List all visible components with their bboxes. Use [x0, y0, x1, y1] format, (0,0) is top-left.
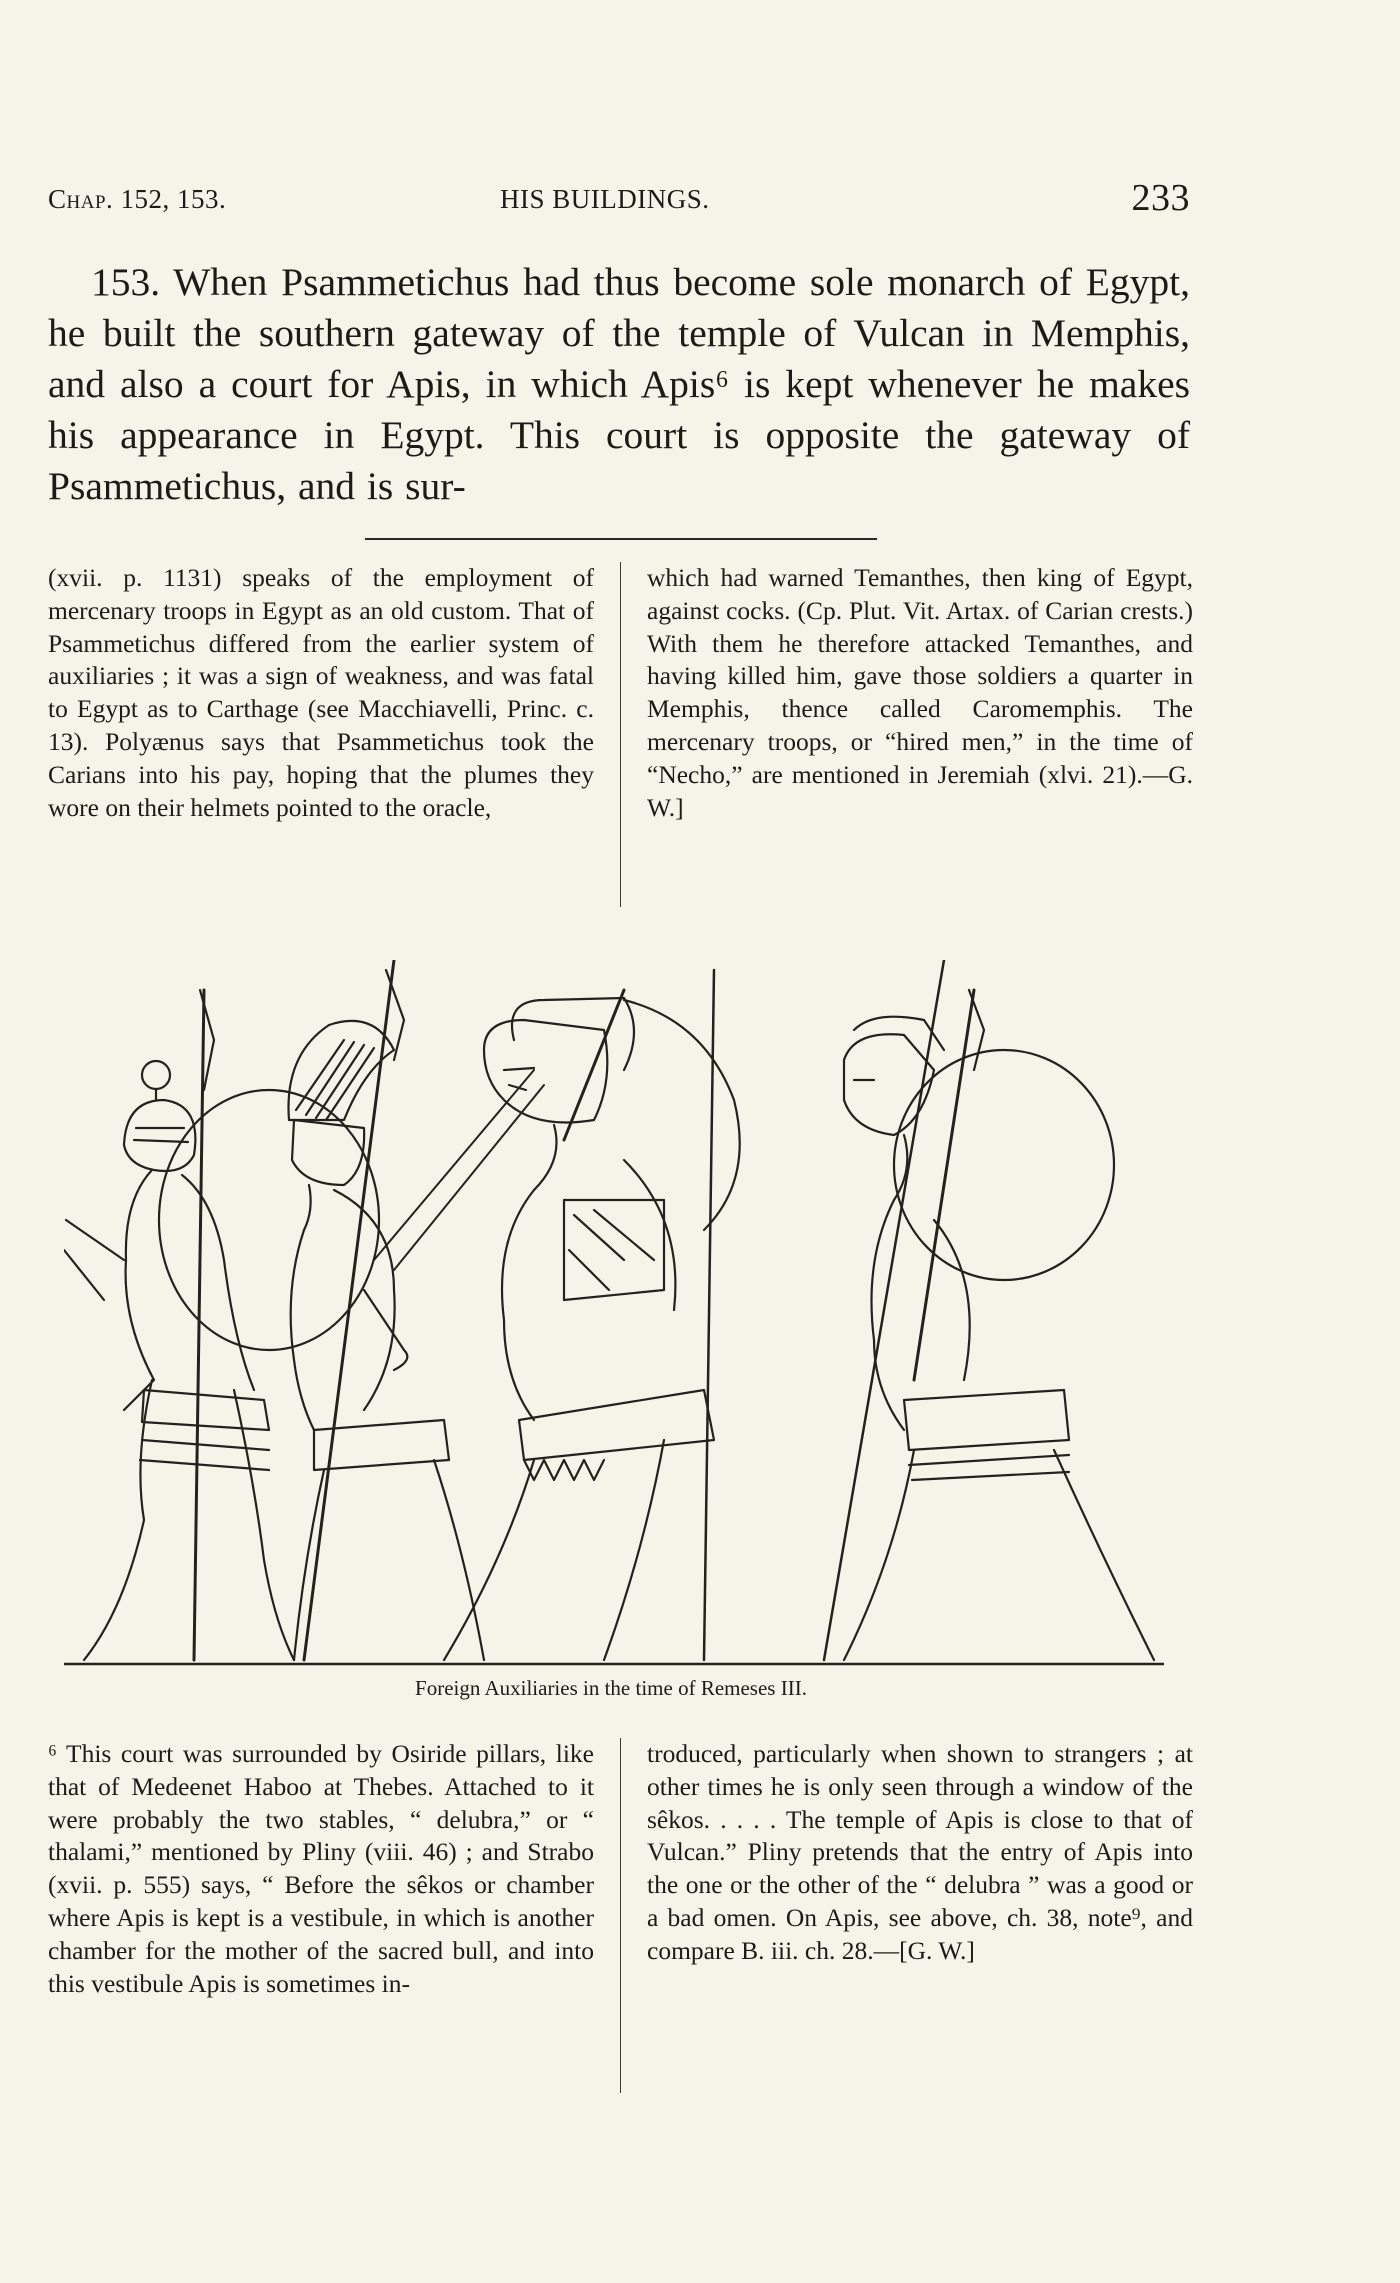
soldiers-engraving: [64, 960, 1164, 1670]
running-title: HIS BUILDINGS.: [500, 184, 710, 214]
column-divider: [620, 562, 621, 907]
soldier-4: [844, 990, 1154, 1660]
footnotes-bottom: [48, 1738, 1193, 2118]
main-text-block: [48, 257, 1190, 512]
footnote-top-right-column: which had warned Temanthes, then king of Egypt, against cocks. (Cp. Plut. Vit. Artax. of Carian crests.) With them he therefore attacked Temanthes, and having killed him, gave those soldiers a quarter in Memphis, thence called Caromemphis. The mercenary troops, or “hired men,” in the time of “Necho,” are mentioned in Jeremiah (xlvi. 21).—G. W.]: [647, 563, 1193, 822]
figure-caption: Foreign Auxiliaries in the time of Remeses III.: [415, 1676, 807, 1700]
footnote-6-right-column: troduced, particularly when shown to strangers ; at other times he is only seen through a window of the sêkos. . . . . The temple of Apis is close to that of Vulcan.” Pliny pretends that the entry of Apis into the one or the other of the “ delubra ” was a good or a bad omen. On Apis, see above, ch. 38, note⁹, and compare B. iii. ch. 28.—[G. W.]: [647, 1739, 1193, 1965]
paragraph-153: 153. When Psammetichus had thus become sole monarch of Egypt, he built the southern gateway of the temple of Vulcan in Memphis, and also a court for Apis, in which Apis⁶ is kept whenever he makes his appearance in Egypt. This court is opposite the gateway of Psammetichus, and is sur-: [48, 260, 1190, 508]
footnotes-top: [48, 562, 1193, 932]
round-shield-2: [894, 1050, 1114, 1280]
illustration-foreign-auxiliaries: [64, 960, 1164, 1670]
footnote-top-left-column: (xvii. p. 1131) speaks of the employment of mercenary troops in Egypt as an old custom. That of Psammetichus differed from the earlier system of auxiliaries ; it was a sign of weakness, and was fatal to Egypt as to Carthage (see Macchiavelli, Princ. c. 13). Polyænus says that Psammetichus took the Carians into his pay, hoping that the plumes they wore on their helmets pointed to the oracle,: [48, 563, 594, 822]
spear-2: [704, 970, 714, 1660]
chapter-reference: Chap. 152, 153.: [48, 184, 227, 214]
footnote-separator-rule: [365, 538, 877, 540]
round-shield-1: [159, 1090, 379, 1350]
soldier-3: [374, 990, 740, 1660]
page-number: 233: [1131, 177, 1190, 219]
soldier-2: [289, 960, 485, 1660]
column-divider: [620, 1738, 621, 2093]
footnote-6-left-column: ⁶ This court was surrounded by Osiride pillars, like that of Medeenet Haboo at Thebes. Attached to it were probably the two stables, “ delubra,” or “ thalami,” mentioned by Pliny (viii. 46) ; and Strabo (xvii. p. 555) says, “ Before the sêkos or chamber where Apis is kept is a vestibule, in which is another chamber for the mother of the sacred bull, and into this vestibule Apis is sometimes in-: [48, 1739, 594, 1998]
running-header: [48, 176, 1190, 220]
